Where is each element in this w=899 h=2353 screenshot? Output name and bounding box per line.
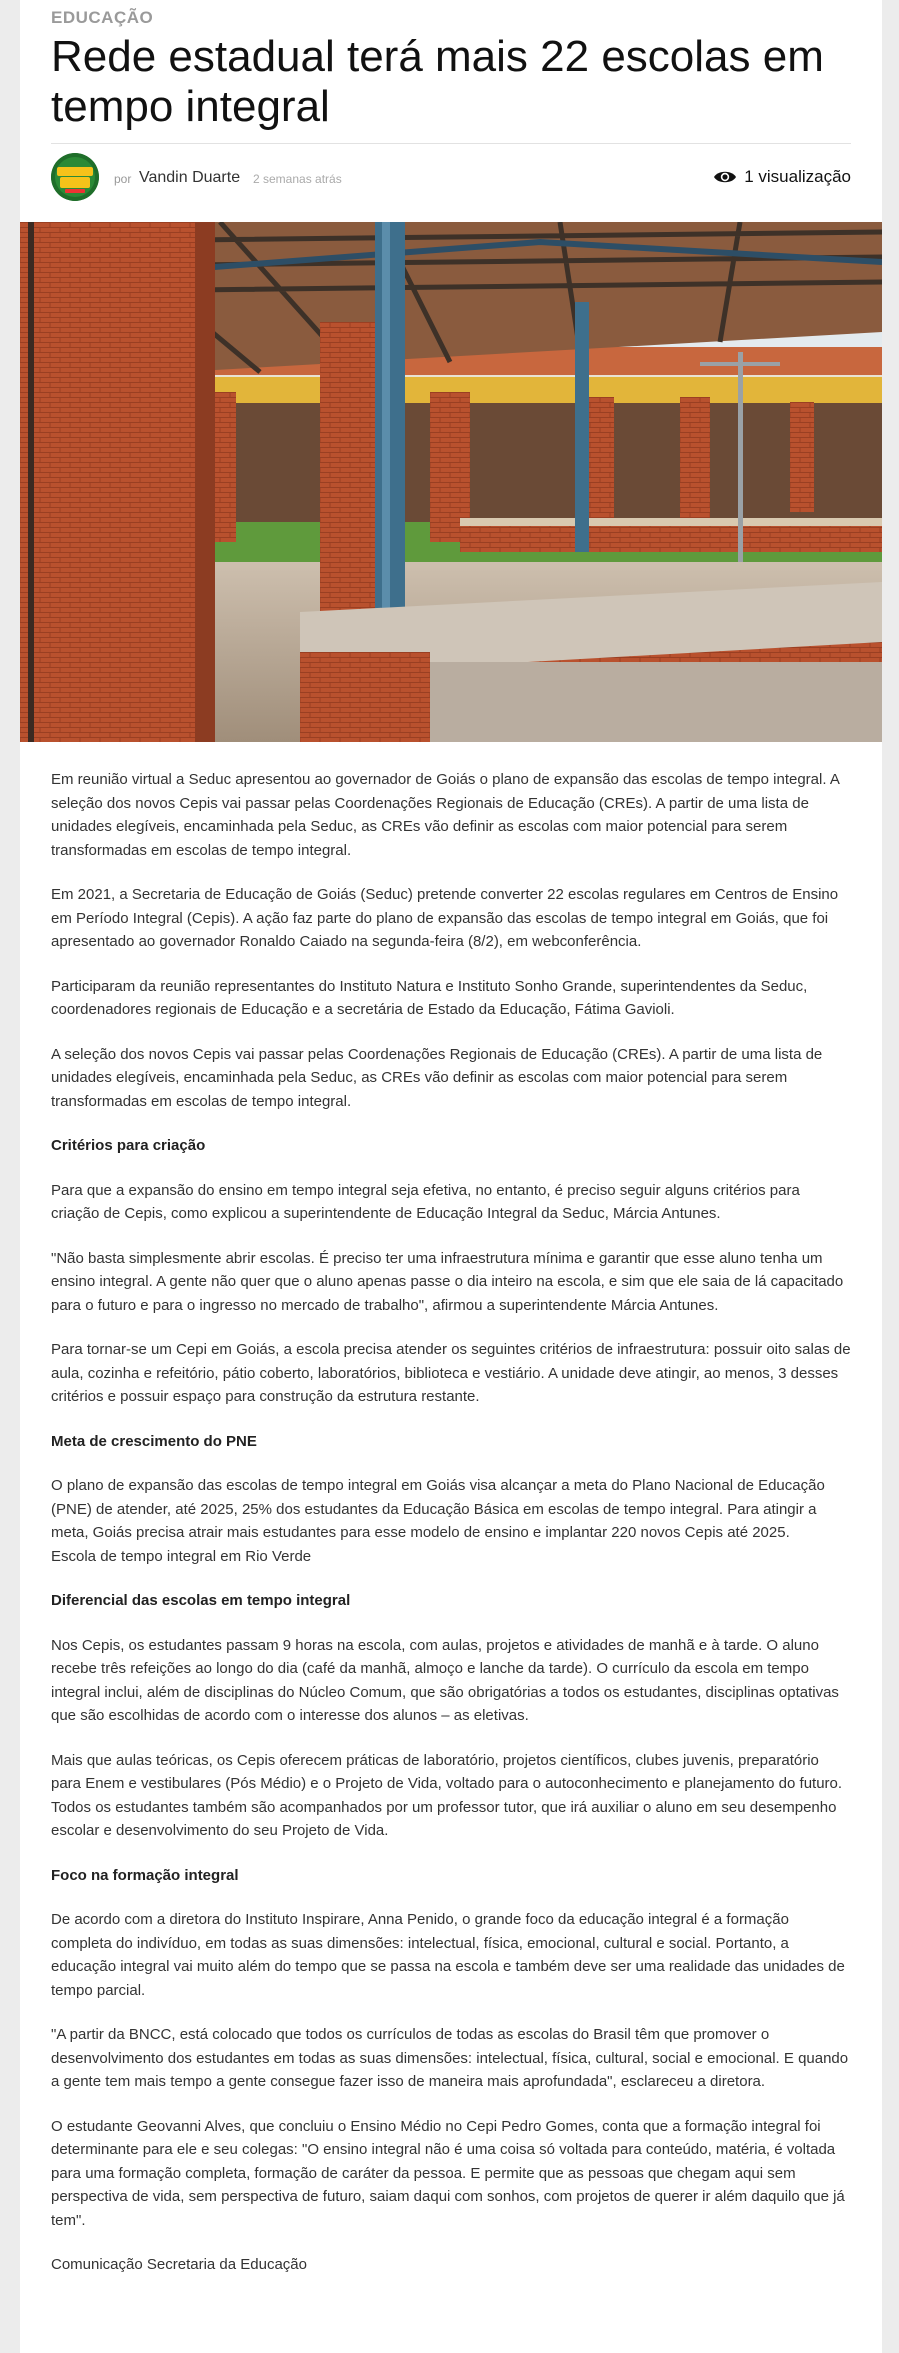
featured-image [20,222,882,742]
paragraph: Em 2021, a Secretaria de Educação de Goiás (Seduc) pretende converter 22 escolas regulares em Centros de Ensino em Período Integral (Cepis). A ação faz parte do plano de expansão das escolas de tempo integral em Goiás, que foi apresentado ao governador Ronaldo Caiado na segunda-feira (8/2), em webconferência. [51,886,839,950]
eye-icon [713,169,737,185]
article-page [20,0,882,2353]
category-label[interactable]: EDUCAÇÃO [51,8,154,27]
quote-paragraph: "A partir da BNCC, está colocado que todos os currículos de todas as escolas do Brasil têm que promover o desenvolvimento dos estudantes em todas as suas dimensões: intelectual, física, cultural, social e emocional. E quando a gente tem mais tempo a gente consegue fazer isso de maneira mais aprofundada", esclareceu a diretora. [51,2026,849,2090]
paragraph: O plano de expansão das escolas de tempo integral em Goiás visa alcançar a meta do Plano Nacional de Educação (PNE) de atender, até 2025, 25% dos estudantes da Educação Básica em escolas de tempo integral. Para atingir a meta, Goiás precisa atrair mais estudantes para esse modelo de ensino e implantar 220 novos Cepis até 2025. [51,1477,825,1541]
paragraph: Participaram da reunião representantes do Instituto Natura e Instituto Sonho Grande, superintendentes da Seduc, coordenadores regionais de Educação e a secretária de Estado da Educação, Fátima Gavioli. [51,977,808,1018]
author-avatar[interactable] [51,153,99,201]
views-label: 1 visualização [744,167,851,186]
post-time: 2 semanas atrás [253,172,342,186]
paragraph: De acordo com a diretora do Instituto Inspirare, Anna Penido, o grande foco da educação integral é a formação completa do indivíduo, em todas as suas dimensões: intelectual, física, emocional, cultural e social. Portanto, a educação integral vai muito além do tempo que se passa na escola e também deve ser uma realidade das unidades de tempo parcial. [51,1911,845,1999]
views-count [713,167,851,187]
header-divider [51,143,851,144]
quote-paragraph: O estudante Geovanni Alves, que concluiu o Ensino Médio no Cepi Pedro Gomes, conta que a formação integral foi determinante para ele e seu colegas: "O ensino integral não é uma coisa só voltada para conteúdo, matéria, é voltada para uma formação completa, formação de caráter da pessoa. E permite que as pessoas que chegam aqui sem perspectiva de vida, sem perspectiva de futuro, saiam daqui com sonhos, com projetos de querer ir além daquilo que já tem". [51,2117,845,2229]
paragraph: Para que a expansão do ensino em tempo integral seja efetiva, no entanto, é preciso seguir alguns critérios para criação de Cepis, como explicou a superintendente de Educação Integral da Seduc, Márcia Antunes. [51,1181,800,1222]
paragraph: Nos Cepis, os estudantes passam 9 horas na escola, com aulas, projetos e atividades de manhã e à tarde. O aluno recebe três refeições ao longo do dia (café da manhã, almoço e lanche da tarde). O currículo da escola em tempo integral inclui, além de disciplinas do Núcleo Comum, que são obrigatórias a todos os estudantes, disciplinas optativas que são escolhidas de acordo com o interesse dos alunos – as eletivas. [51,1636,839,1724]
paragraph: Para tornar-se um Cepi em Goiás, a escola precisa atender os seguintes critérios de infraestrutura: possuir oito salas de aula, cozinha e refeitório, pátio coberto, laboratórios, biblioteca e vestiário. A unidade deve atingir, ao menos, 3 desses critérios e possuir espaço para construção da estrutura restante. [51,1341,851,1405]
source-credit: Comunicação Secretaria da Educação [51,2256,307,2273]
by-label: por [114,172,132,186]
section-heading: Diferencial das escolas em tempo integral [51,1592,351,1609]
quote-paragraph: "Não basta simplesmente abrir escolas. É preciso ter uma infraestrutura mínima e garantir que esse aluno tenha um ensino integral. A gente não quer que o aluno apenas passe o dia inteiro na escola, e sim que ele saia de lá capacitado para o futuro e para o ingresso no mercado de trabalho", afirmou a superintendente Márcia Antunes. [51,1249,844,1314]
section-heading: Foco na formação integral [51,1866,239,1884]
paragraph: Mais que aulas teóricas, os Cepis oferecem práticas de laboratório, projetos científicos, clubes juvenis, preparatório para Enem e vestibulares (Pós Médio) e o Projeto de Vida, voltado para o autoconhecimento e planejamento do futuro. Todos os estudantes também são acompanhados por um professor tutor, que irá auxiliar o aluno em seu desempenho escolar e desenvolvimento do seu Projeto de Vida. [51,1751,843,1839]
paragraph: A seleção dos novos Cepis vai passar pelas Coordenações Regionais de Educação (CREs). A partir de uma lista de unidades elegíveis, encaminhada pela Seduc, as CREs vão definir as escolas com maior potencial para serem transformadas em escolas de tempo integral. [51,1045,823,1110]
image-caption: Escola de tempo integral em Rio Verde [51,1547,312,1565]
section-heading: Meta de crescimento do PNE [51,1432,257,1450]
article-body [51,768,851,2298]
site-logo-icon [51,153,99,201]
school-courtyard-image [20,222,882,742]
section-heading: Critérios para criação [51,1137,206,1154]
article-title: Rede estadual terá mais 22 escolas em tempo integral [51,32,824,131]
author-link[interactable]: Vandin Duarte [139,169,241,186]
paragraph: Em reunião virtual a Seduc apresentou ao governador de Goiás o plano de expansão das escolas de tempo integral. A seleção dos novos Cepis vai passar pelas Coordenações Regionais de Educação (CREs). A partir de uma lista de unidades elegíveis, encaminhada pela Seduc, as CREs vão definir as escolas com maior potencial para serem transformadas em escolas de tempo integral. [51,771,840,859]
